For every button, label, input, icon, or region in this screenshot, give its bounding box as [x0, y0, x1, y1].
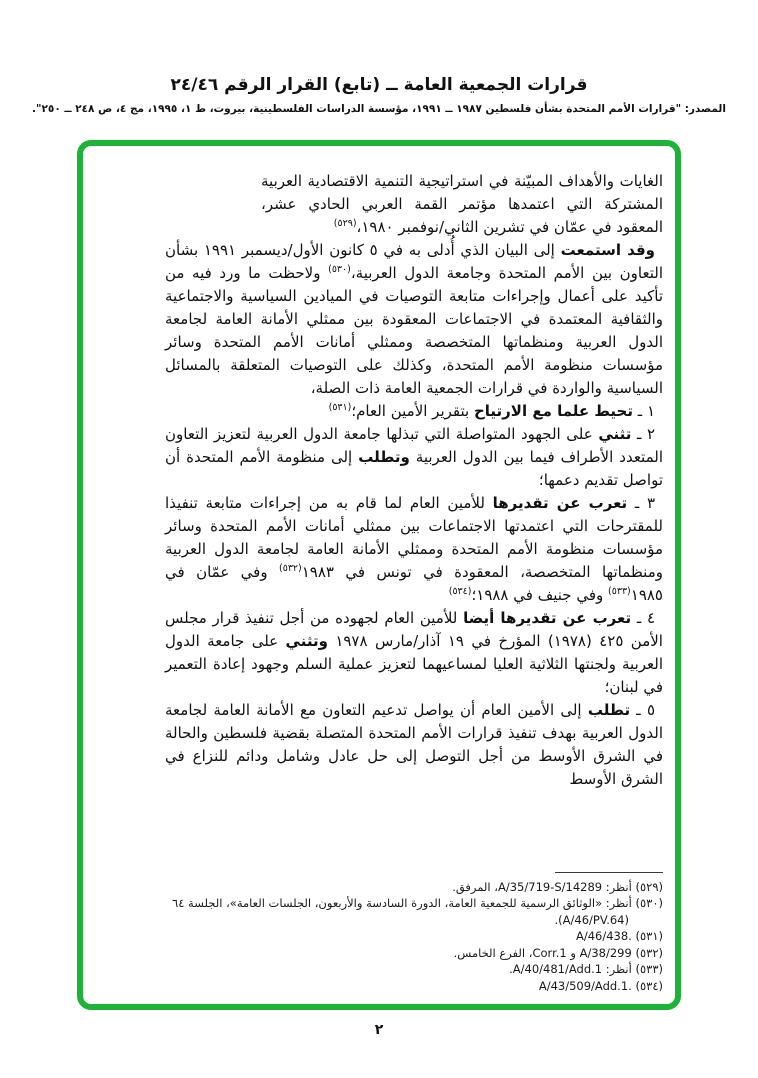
- footnote-531: (٥٣١) A/46/438.‎: [575, 929, 663, 943]
- footnote-534: (٥٣٤) A/43/509/Add.1.‎: [538, 978, 663, 993]
- operative-paragraph-4: ٤ ـ تعرب عن تقديرها أيضا للأمين العام لجهوده من أجل تنفيذ قرار مجلس الأمن ٤٢٥ (١٩٧٨) المؤرخ في ١٩ آذار/مارس ١٩٧٨ وتثني على جامعة الدول العربية ولجنتها الثلاثية العليا لمساعيهما لتعزيز عملية السلم وجهود إعادة التعمير في لبنان؛: [165, 609, 663, 696]
- resolution-body: [109, 170, 663, 791]
- footnotes-section: [109, 872, 663, 995]
- operative-paragraph-2: ٢ ـ تثني على الجهود المتواصلة التي تبذلها جامعة الدول العربية لتعزيز التعاون المتعدد الأطراف فيما بين الدول العربية وتطلب إلى منظومة الأمم المتحدة أن تواصل تقديم دعمها؛: [165, 425, 663, 489]
- footnote-separator: [555, 872, 663, 873]
- footnote-529: (٥٢٩) أنظر: A/35/719-S/14289، المرفق.: [452, 879, 663, 894]
- footnote-530: (٥٣٠) أنظر: «الوثائق الرسمية للجمعية العامة، الدورة السادسة والأربعون، الجلسات العامة»، الجلسة ٦٤ (A/46/PV.64).: [172, 896, 663, 927]
- page-title: قرارات الجمعية العامة ــ (تابع) القرار الرقم ٢٤/٤٦: [170, 75, 588, 95]
- footnote-533: (٥٣٣) أنظر: A/40/481/Add.1.: [509, 962, 663, 976]
- operative-paragraph-3: ٣ ـ تعرب عن تقديرها للأمين العام لما قام به من إجراءات متابعة تنفيذا للمقترحات التي اعتمدتها الاجتماعات بين ممثلي أمانات الأمم المتحدة وسائر مؤسسات منظومة الأمم المتحدة وممثلي الأمانة العامة لجامعة الدول العربية ومنظماتها المتخصصة، المعقودة في تونس في ١٩٨٣$^{(٥٣٢)}$ وفي عمّان في ١٩٨٥$^{(٥٣٣)}$ وفي جنيف في ١٩٨٨؛$^{(٥٣٤)}$: [165, 494, 663, 604]
- page-number: ٢: [374, 1022, 384, 1038]
- footnote-532: (٥٣٢) A/38/299 و Corr.1، الفرع الخامس.: [453, 945, 663, 960]
- document-header: [0, 74, 758, 116]
- operative-paragraph-5: ٥ ـ تطلب إلى الأمين العام أن يواصل تدعيم التعاون مع الأمانة العامة لجامعة الدول العربية بهدف تنفيذ قرارات الأمم المتحدة المتصلة بقضية فلسطين والحالة في الشرق الأوسط من أجل التوصل إلى حل عادل وشامل ودائم للنزاع في الشرق الأوسط: [165, 701, 663, 788]
- preamble-paragraph: وقد استمعت إلى البيان الذي أُدلى به في ٥ كانون الأول/ديسمبر ١٩٩١ بشأن التعاون بين الأمم المتحدة وجامعة الدول العربية،$^{(٥٣٠)}$ ولاحظت ما ورد فيه من تأكيد على أعمال وإجراءات متابعة التوصيات في الميادين السياسية والاجتماعية والثقافية المعتمدة في الاجتماعات المعقودة بين ممثلي الأمانة العامة لجامعة الدول العربية ومنظماتها المتخصصة وممثلي أمانات الأمم المتحدة وسائر مؤسسات منظومة الأمم المتحدة، وكذلك على التوصيات المتعلقة بالمسائل السياسية والواردة في قرارات الجمعية العامة ذات الصلة،: [165, 241, 663, 397]
- source-line: المصدر: "قرارات الأمم المتحدة بشأن فلسطين ١٩٨٧ ــ ١٩٩١، مؤسسة الدراسات الفلسطينية، بيروت، ط ١، ١٩٩٥، مج ٤، ص ٢٤٨ ــ ٢٥٠".: [32, 103, 726, 115]
- resolution-text-box: [77, 140, 681, 1010]
- operative-paragraph-1: ١ ـ تحيط علما مع الارتياح بتقرير الأمين العام؛$^{(٥٣١)}$: [328, 402, 655, 420]
- preamble-quote-continuation: الغايات والأهداف المبيّنة في استراتيجية التنمية الاقتصادية العربية المشتركة التي اعتمدها مؤتمر القمة العربي الحادي عشر، المعقود في عمّان في تشرين الثاني/نوفمبر ١٩٨٠،$^{(٥٢٩)}$: [261, 172, 663, 236]
